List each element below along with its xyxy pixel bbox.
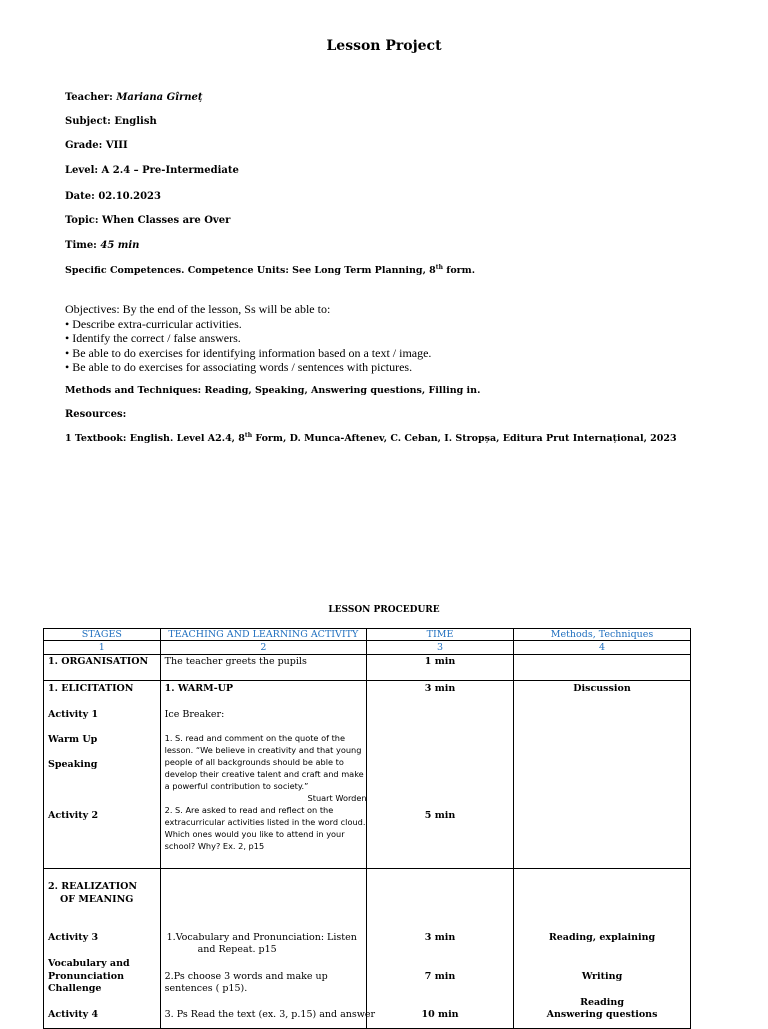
date-label: Date: <box>65 191 95 202</box>
quote-line: a powerful contribution to society.” <box>164 781 309 791</box>
task-line: school? Why? Ex. 2, p15 <box>164 841 265 851</box>
grade-value: VIII <box>105 140 128 151</box>
column-number: 1 <box>44 641 161 655</box>
method-reading-explaining: Reading, explaining <box>548 932 656 943</box>
quote-block <box>165 732 367 852</box>
stage-realization: 2. REALIZATION <box>48 881 138 892</box>
grade-field <box>65 140 128 151</box>
time-activity-3b: 7 min <box>424 971 456 982</box>
competences-field <box>65 264 475 276</box>
stage-realization-cell <box>44 869 161 1029</box>
teacher-value: Mariana Gîrneț <box>116 92 203 103</box>
competences-suffix: form. <box>442 265 476 277</box>
time-activity-4: 10 min <box>421 1009 459 1020</box>
method-reading: Reading <box>580 997 624 1008</box>
activity-2-label: Activity 2 <box>48 810 99 821</box>
task-line: extracurricular activities listed in the word cloud. <box>164 817 366 827</box>
stage-elicitation-cell <box>44 681 161 869</box>
stage-organisation: 1. ORGANISATION <box>44 655 161 681</box>
activity-organisation: The teacher greets the pupils <box>160 655 366 681</box>
task-line: 2. S. Are asked to read and reflect on the <box>164 805 334 815</box>
vocab-label-line: Vocabulary and <box>48 958 130 969</box>
header-activity: TEACHING AND LEARNING ACTIVITY <box>160 629 366 641</box>
objectives-line: • Be able to do exercises for identifying information based on a text / image. <box>65 345 432 360</box>
subject-label: Subject: <box>65 116 111 127</box>
date-field <box>65 191 161 202</box>
time-activity-2: 5 min <box>424 810 456 821</box>
objectives-line: Objectives: By the end of the lesson, Ss will be able to: <box>65 302 331 316</box>
objectives-block <box>65 302 431 375</box>
time-realization-cell <box>367 869 514 1029</box>
subject-field <box>65 116 157 127</box>
quote-line: people of all backgrounds should be able to <box>164 757 344 767</box>
resource-sup: th <box>244 432 253 439</box>
time-activity-3: 3 min <box>424 932 456 943</box>
ice-breaker: Ice Breaker: <box>164 709 225 720</box>
activity-realization-cell <box>160 869 376 1029</box>
header-time: TIME <box>367 629 514 641</box>
vocab-label-line: Pronunciation <box>48 970 124 982</box>
topic-label: Topic: <box>65 215 99 226</box>
warm-up-title: 1. WARM-UP <box>164 683 234 694</box>
method-elicitation-cell <box>514 681 691 869</box>
task-read-text: 3. Ps Read the text (ex. 3, p.15) and answer <box>164 1009 376 1020</box>
header-stages: STAGES <box>44 629 161 641</box>
activity-3-label: Activity 3 <box>48 932 99 943</box>
activity-1-label: Activity 1 <box>48 709 99 720</box>
method-answering: Answering questions <box>546 1009 658 1020</box>
objectives-line: • Be able to do exercises for associating words / sentences with pictures. <box>65 360 413 375</box>
time-activity-1: 3 min <box>424 683 456 694</box>
task-sentences-line2: sentences ( p15). <box>164 983 248 994</box>
stage-realization-line2: OF MEANING <box>60 894 134 905</box>
teacher-label: Teacher: <box>65 92 113 103</box>
table-row-realization <box>44 869 691 1029</box>
task-sentences: 2.Ps choose 3 words and make up <box>164 971 328 982</box>
topic-value: When Classes are Over <box>102 215 231 226</box>
table-number-row <box>44 641 691 655</box>
resource-text: 1 Textbook: English. Level A2.4, 8 <box>65 433 245 445</box>
teacher-field <box>65 92 203 103</box>
quote-line: 1. S. read and comment on the quote of the <box>164 733 346 743</box>
time-field <box>65 240 139 251</box>
level-field <box>65 165 239 176</box>
resource-suffix: Form, D. Munca-Aftenev, C. Ceban, I. Stropșa, Editura Prut Internațional, 2023 <box>252 433 677 445</box>
lesson-procedure-table <box>43 628 691 1029</box>
topic-field <box>65 215 230 226</box>
method-writing: Writing <box>581 971 623 982</box>
method-realization-cell <box>514 869 691 1029</box>
quote-author: Stuart Worden <box>307 793 367 803</box>
competences-sup: th <box>435 264 443 271</box>
time-elicitation-cell <box>367 681 514 869</box>
task-vocab-listen: 1.Vocabulary and Pronunciation: Listen <box>166 932 357 943</box>
table-row-elicitation <box>44 681 691 869</box>
resources-label: Resources: <box>65 409 127 420</box>
level-value: A 2.4 – Pre-Intermediate <box>101 165 239 176</box>
vocab-label-line: Challenge <box>48 983 102 994</box>
table-header-row <box>44 629 691 641</box>
task-vocab-listen-line2: and Repeat. p15 <box>197 944 277 955</box>
resource-entry <box>65 432 677 444</box>
column-number: 3 <box>367 641 514 655</box>
grade-label: Grade: <box>65 140 103 151</box>
method-organisation <box>514 655 691 681</box>
vocab-challenge-label <box>48 958 130 996</box>
speaking-label: Speaking <box>48 759 98 770</box>
column-number: 2 <box>160 641 366 655</box>
lesson-procedure-title: LESSON PROCEDURE <box>328 605 440 615</box>
task-line: Which ones would you like to attend in your <box>164 829 345 839</box>
objectives-line: • Describe extra-curricular activities. <box>65 316 242 331</box>
activity-4-label: Activity 4 <box>48 1009 99 1020</box>
column-number: 4 <box>514 641 691 655</box>
time-value: 45 min <box>100 240 140 251</box>
stage-elicitation: 1. ELICITATION <box>48 683 134 694</box>
competences-text: Specific Competences. Competence Units: See Long Term Planning, 8 <box>65 265 436 277</box>
level-label: Level: <box>65 165 99 176</box>
time-organisation: 1 min <box>367 655 514 681</box>
header-methods: Methods, Techniques <box>514 629 691 641</box>
document-title: Lesson Project <box>326 38 442 54</box>
method-discussion: Discussion <box>573 683 631 694</box>
warm-up-label: Warm Up <box>48 734 98 745</box>
objectives-line: • Identify the correct / false answers. <box>65 331 241 346</box>
subject-value: English <box>114 116 157 127</box>
table-row-organisation <box>44 655 691 681</box>
activity-elicitation-cell <box>160 681 366 869</box>
date-value: 02.10.2023 <box>98 191 161 202</box>
methods-field: Methods and Techniques: Reading, Speaking, Answering questions, Filling in. <box>65 385 481 396</box>
time-label: Time: <box>65 240 97 251</box>
quote-line: lesson. “We believe in creativity and that young <box>164 745 362 755</box>
quote-line: develop their creative talent and craft and make <box>164 769 364 779</box>
